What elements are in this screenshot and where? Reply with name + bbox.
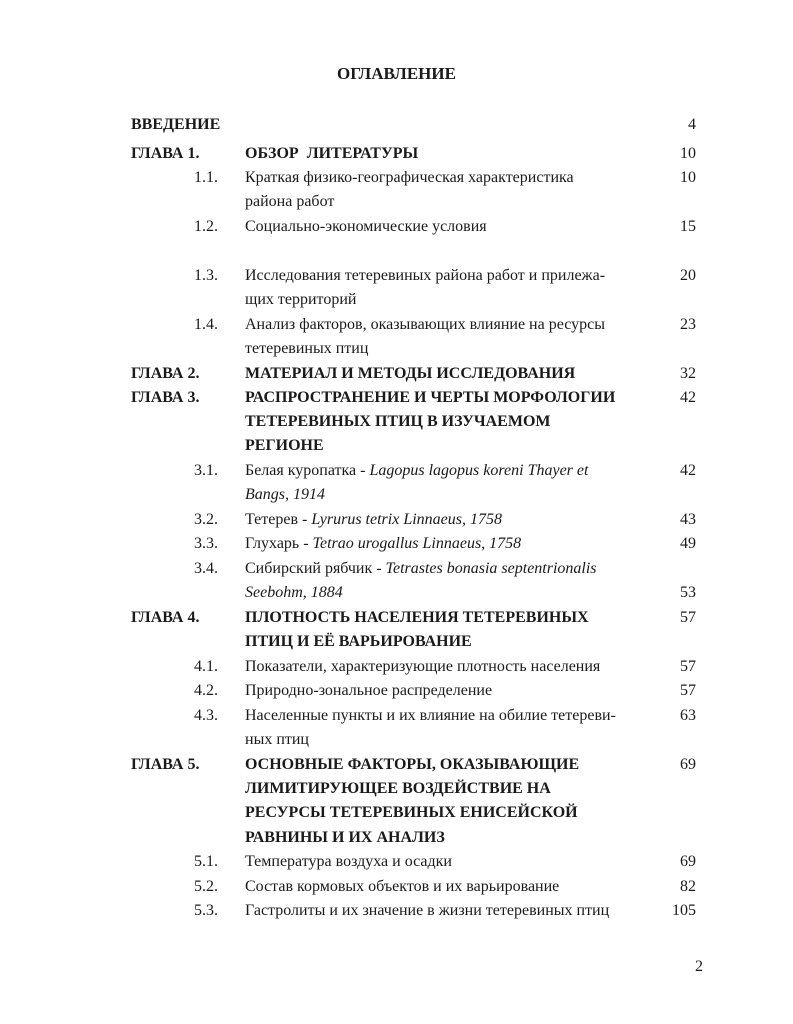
s5-2-num: 5.2.: [194, 878, 218, 895]
s1-3-line1: Исследования тетеревиных района работ и прилежа-: [245, 267, 606, 284]
s1-3-num: 1.3.: [194, 267, 218, 284]
s4-3-num: 4.3.: [194, 707, 218, 724]
s3-3-latin1: Tetrao urogallus Linnaeus, 1758: [312, 535, 522, 552]
s1-1-page: 10: [680, 169, 696, 186]
ch1-title: ОБЗОР ЛИТЕРАТУРЫ: [245, 145, 419, 162]
s1-1-line2: района работ: [245, 193, 335, 210]
s3-4-latin1: Tetrastes bonasia septentrionalis: [385, 560, 597, 577]
s3-3-num: 3.3.: [194, 535, 218, 552]
ch4-line2: ПТИЦ И ЕЁ ВАРЬИРОВАНИЕ: [245, 633, 472, 650]
s1-4-page: 23: [680, 316, 696, 333]
s1-4-line2: тетеревиных птиц: [245, 340, 369, 357]
s5-3-line1: Гастролиты и их значение в жизни тетеревиных птиц: [245, 902, 610, 919]
s1-3-line2: щих территорий: [245, 291, 357, 308]
s3-3-plain: Глухарь -: [245, 535, 313, 552]
page-title: ОГЛАВЛЕНИЕ: [337, 64, 456, 83]
s1-2-num: 1.2.: [194, 218, 218, 235]
ch3-line3: РЕГИОНЕ: [245, 437, 324, 454]
s3-1-plain: Белая куропатка -: [245, 462, 370, 479]
ch5-line4: РАВНИНЫ И ИХ АНАЛИЗ: [245, 829, 445, 846]
intro-page: 4: [688, 116, 696, 133]
s5-2-line1: Состав кормовых объектов и их варьирование: [245, 878, 560, 895]
s5-3-page: 105: [672, 902, 696, 919]
ch1-page: 10: [680, 145, 696, 162]
ch2-page: 32: [680, 365, 696, 382]
s1-1-line1: Краткая физико-географическая характеристика: [245, 169, 574, 186]
s4-1-num: 4.1.: [194, 658, 218, 675]
s4-3-line2: ных птиц: [245, 731, 309, 748]
s4-2-page: 57: [680, 682, 696, 699]
ch4-line1: ПЛОТНОСТЬ НАСЕЛЕНИЯ ТЕТЕРЕВИНЫХ: [245, 609, 589, 626]
ch2-title: МАТЕРИАЛ И МЕТОДЫ ИССЛЕДОВАНИЯ: [245, 365, 576, 382]
s3-4-page: 53: [680, 584, 696, 601]
ch5-line1: ОСНОВНЫЕ ФАКТОРЫ, ОКАЗЫВАЮЩИЕ: [245, 756, 580, 773]
s3-2-plain: Тетерев -: [245, 511, 312, 528]
ch5-line2: ЛИМИТИРУЮЩЕЕ ВОЗДЕЙСТВИЕ НА: [245, 780, 551, 797]
s1-4-num: 1.4.: [194, 316, 218, 333]
ch4-page: 57: [680, 609, 696, 626]
s4-1-line1: Показатели, характеризующие плотность населения: [245, 658, 601, 675]
s1-2-line1: Социально-экономические условия: [245, 218, 487, 235]
s3-2-line1: [245, 508, 502, 532]
s3-4-plain: Сибирский рябчик -: [245, 560, 386, 577]
page-number: 2: [695, 958, 703, 975]
ch2-label: ГЛАВА 2.: [131, 365, 200, 382]
s5-3-num: 5.3.: [194, 902, 218, 919]
ch3-page: 42: [680, 389, 696, 406]
s5-1-num: 5.1.: [194, 853, 218, 870]
ch3-line2: ТЕТЕРЕВИНЫХ ПТИЦ В ИЗУЧАЕМОМ: [245, 413, 551, 430]
s3-2-num: 3.2.: [194, 511, 218, 528]
s3-1-line1: [245, 459, 588, 483]
s3-1-num: 3.1.: [194, 462, 218, 479]
s4-2-line1: Природно-зональное распределение: [245, 682, 493, 699]
s1-3-page: 20: [680, 267, 696, 284]
ch5-label: ГЛАВА 5.: [131, 756, 200, 773]
s1-1-num: 1.1.: [194, 169, 218, 186]
s3-2-page: 43: [680, 511, 696, 528]
ch5-line3: РЕСУРСЫ ТЕТЕРЕВИНЫХ ЕНИСЕЙСКОЙ: [245, 804, 578, 821]
s1-2-page: 15: [680, 218, 696, 235]
s3-4-line1: [245, 557, 597, 581]
s5-2-page: 82: [680, 878, 696, 895]
s3-3-page: 49: [680, 535, 696, 552]
intro-label: ВВЕДЕНИЕ: [131, 116, 221, 133]
s3-1-latin2: Bangs, 1914: [245, 486, 325, 503]
s4-2-num: 4.2.: [194, 682, 218, 699]
s3-1-page: 42: [680, 462, 696, 479]
ch1-label: ГЛАВА 1.: [131, 145, 200, 162]
s3-3-line1: [245, 532, 521, 556]
ch3-line1: РАСПРОСТРАНЕНИЕ И ЧЕРТЫ МОРФОЛОГИИ: [245, 389, 616, 406]
s4-3-page: 63: [680, 707, 696, 724]
ch3-label: ГЛАВА 3.: [131, 389, 200, 406]
s3-2-latin1: Lyrurus tetrix Linnaeus, 1758: [311, 511, 502, 528]
s4-3-line1: Населенные пункты и их влияние на обилие тетереви-: [245, 707, 616, 724]
ch4-label: ГЛАВА 4.: [131, 609, 200, 626]
s3-4-latin2: Seebohm, 1884: [245, 584, 343, 601]
s3-1-latin1: Lagopus lagopus koreni Thayer et: [369, 462, 589, 479]
s3-4-num: 3.4.: [194, 560, 218, 577]
s5-1-line1: Температура воздуха и осадки: [245, 853, 452, 870]
s4-1-page: 57: [680, 658, 696, 675]
ch5-page: 69: [680, 756, 696, 773]
s1-4-line1: Анализ факторов, оказывающих влияние на ресурсы: [245, 316, 605, 333]
s5-1-page: 69: [680, 853, 696, 870]
